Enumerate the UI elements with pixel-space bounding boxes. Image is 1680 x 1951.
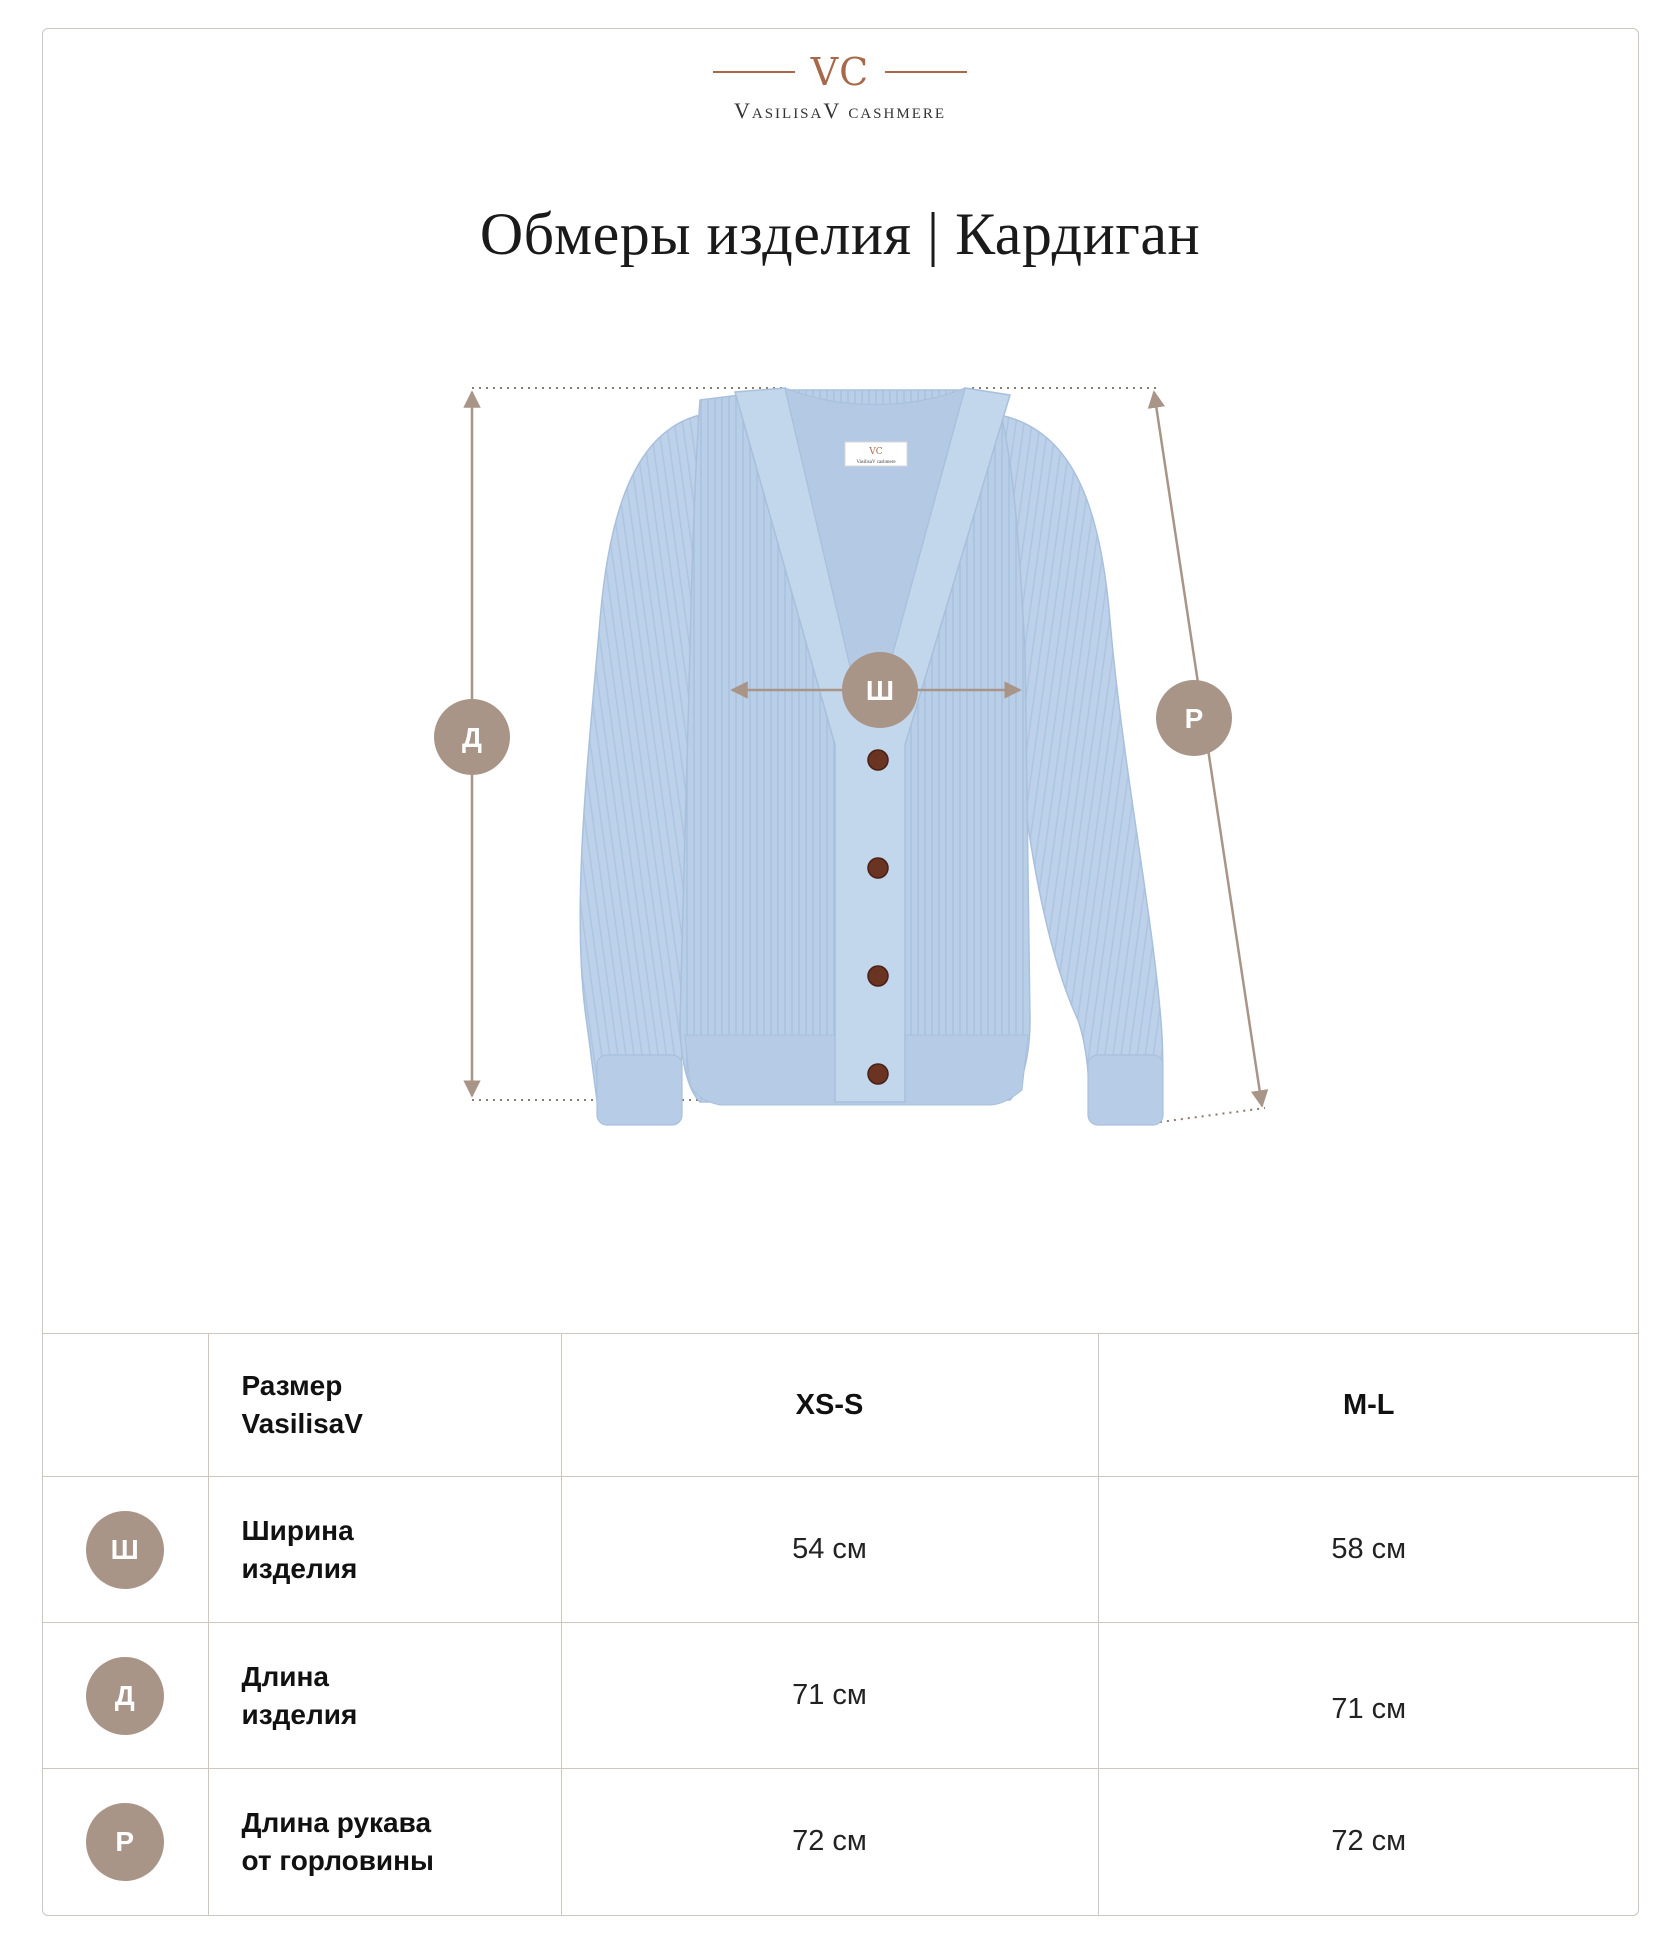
row-label [208,1623,561,1769]
table-header-row [42,1334,1639,1477]
header-size-m-l: M-L [1098,1334,1639,1477]
length-badge: Д [86,1657,164,1735]
button-3 [868,966,888,986]
svg-text:Р: Р [1184,703,1204,734]
width-badge: Ш [86,1511,164,1589]
button-2 [868,858,888,878]
row-label-line2: от горловины [241,1844,434,1876]
neck-label-mark: VC [869,447,883,457]
row-label-line2: изделия [241,1698,358,1730]
value-xs-s: 71 см [561,1623,1098,1769]
value-xs-s: 54 см [561,1477,1098,1623]
header-size-label [208,1334,561,1477]
row-label-line1: Ширина [241,1514,354,1546]
svg-text:Ш: Ш [865,675,895,706]
table-row-width [42,1477,1639,1623]
length-marker [434,699,510,775]
button-1 [868,750,888,770]
left-cuff [597,1055,682,1125]
row-label-line1: Длина [241,1660,329,1692]
right-cuff [1088,1055,1163,1125]
size-table [42,1333,1639,1915]
row-badge-cell [42,1769,208,1915]
row-badge-cell [42,1623,208,1769]
value-m-l: 71 см [1098,1623,1639,1769]
logo-monogram: VC [810,50,870,94]
logo-wordmark: VasilisaV cashmere [733,98,947,123]
neck-label-text: VasilisaV cashmere [856,460,896,465]
row-label-line1: Длина рукава [241,1806,432,1838]
header-label-line2: VasilisaV [241,1408,363,1439]
neck-label [845,442,907,466]
page-title: Обмеры изделия | Кардиган [479,201,1201,267]
table-row-length [42,1623,1639,1769]
header-size-xs-s: XS-S [561,1334,1098,1477]
header-empty-cell [42,1334,208,1477]
width-marker [842,652,918,728]
value-xs-s: 72 см [561,1769,1098,1915]
button-4 [868,1064,888,1084]
sleeve-marker [1156,680,1232,756]
row-label [208,1769,561,1915]
svg-text:Д: Д [462,722,482,753]
row-label-line2: изделия [241,1552,358,1584]
sleeve-badge: Р [86,1803,164,1881]
row-label [208,1477,561,1623]
row-badge-cell [42,1477,208,1623]
value-m-l: 58 см [1098,1477,1639,1623]
table-row-sleeve [42,1769,1639,1915]
value-m-l: 72 см [1098,1769,1639,1915]
header-label-line1: Размер [241,1370,343,1401]
